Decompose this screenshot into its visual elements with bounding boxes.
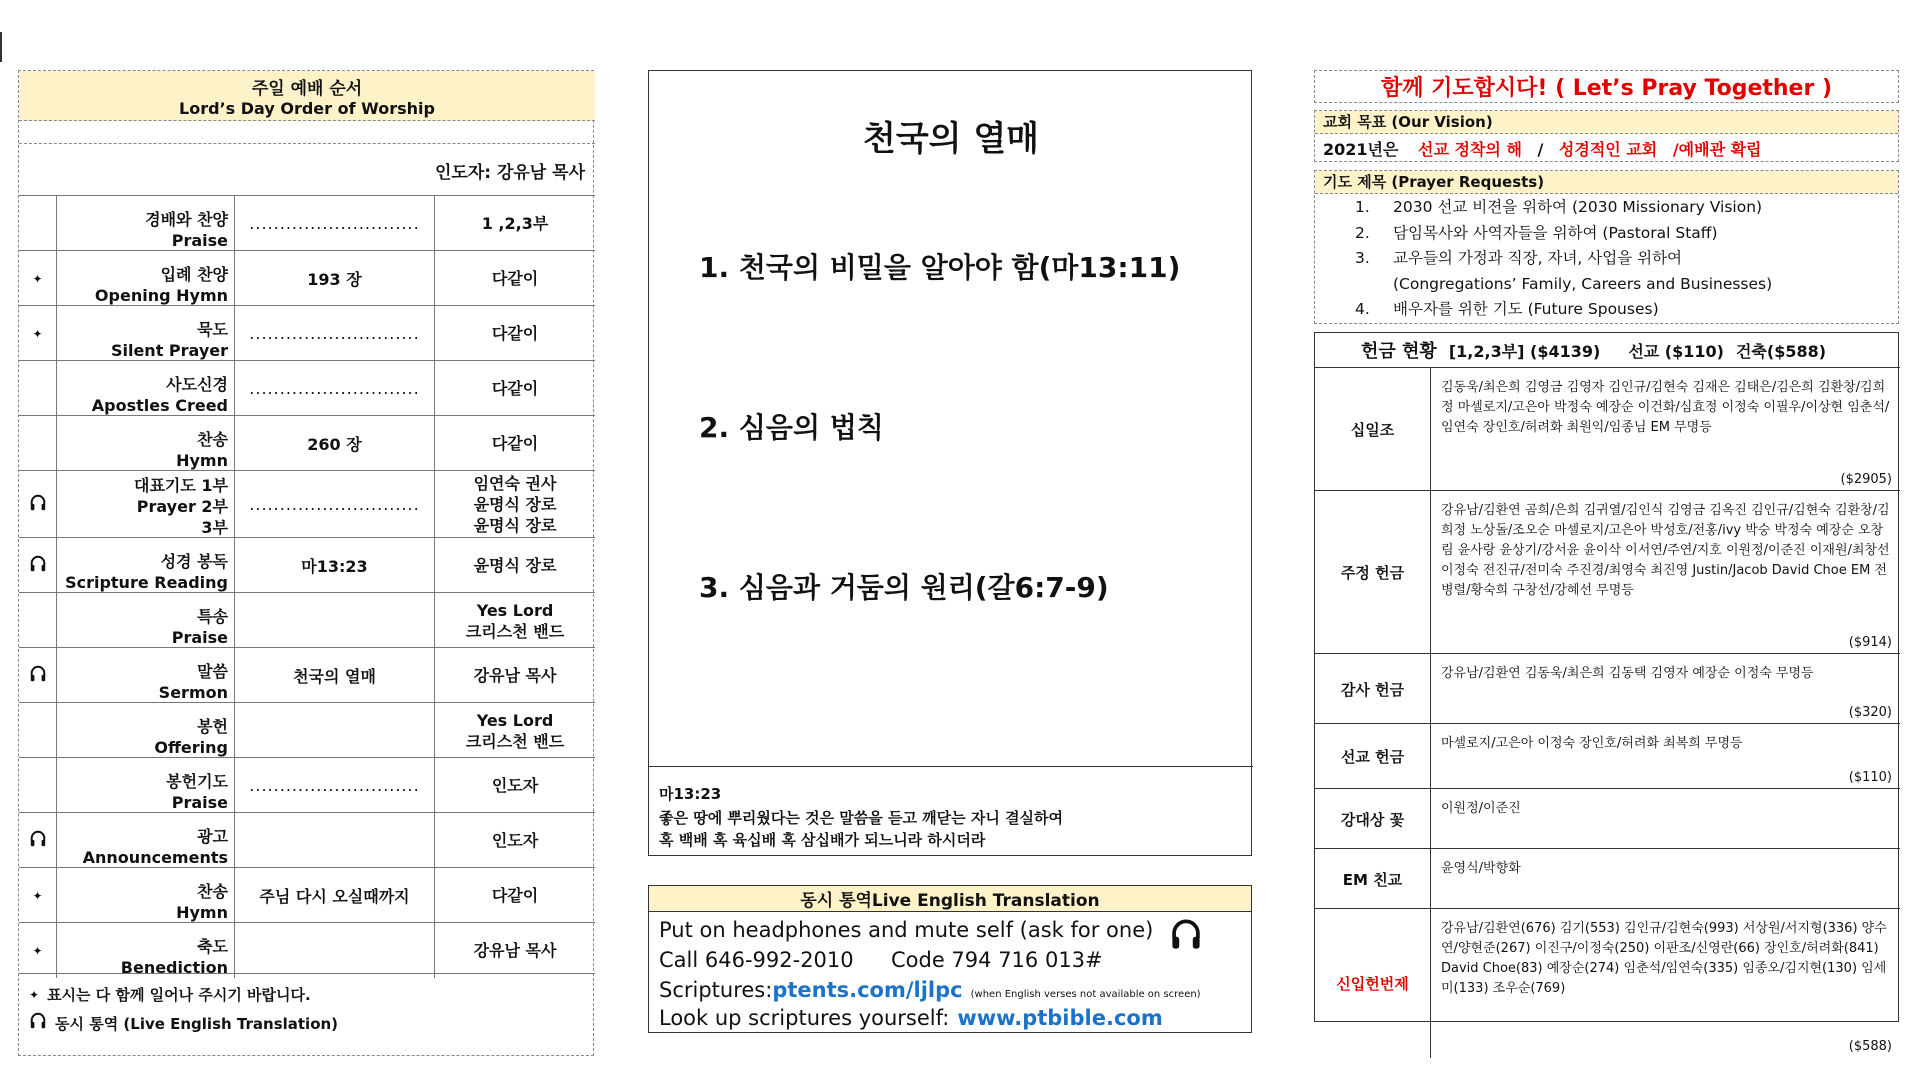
sermon-point-2: 2. 심음의 법칙 [699,411,884,444]
order-item-en: Sermon [158,683,228,702]
order-leader-1: 다같이 [491,269,539,288]
prayer-label-text: 기도 제목 (Prayer Requests) [1323,173,1545,191]
order-leader-1: 다같이 [491,886,539,905]
order-item-name [57,361,235,416]
order-leader-1: 1 ,2,3부 [481,214,549,233]
offering-header [1315,333,1900,367]
order-item-en: Praise [171,628,228,647]
order-item-ko: 말씀 [197,662,228,681]
sermon-point-1: 1. 천국의 비밀을 알아야 함(마13:11) [699,251,1181,284]
offering-names: 강유남/김환연(676) 김기(553) 김인규/김현숙(993) 서상원/서지형(336) 양수연/양현준(267) 이진구/이정숙(250) 이판조/신영란(66) 장인호/허려화(841) David Choe(83) 예장순(274) 임춘석/임연숙(335) 임종오/김지현(130) 임세미(133) 조우순(769) [1441,921,1887,996]
prayer-item [1355,246,1895,272]
order-icon-cell [19,923,57,978]
order-item-en: Scripture Reading [65,573,228,592]
order-detail-text: ............................ [249,776,420,795]
offering-label: 십일조 [1315,368,1431,491]
order-icon-cell [19,416,57,471]
sermon-point-3: 3. 심음과 거둠의 원리(갈6:7-9) [699,571,1109,604]
order-row [19,195,595,251]
verse-box [649,766,1253,858]
order-leader-1: 임연숙 권사 [473,474,557,493]
headphone-icon [29,830,47,852]
order-detail-text: 주님 다시 오실때까지 [259,887,410,906]
prayer-item [1355,272,1895,298]
prayer-label [1315,171,1898,194]
offering-label: EM 친교 [1315,849,1431,909]
offering-label: 강대상 꽃 [1315,789,1431,849]
prayer-item [1355,195,1895,221]
offering-amount: ($914) [1848,635,1892,650]
order-item-ko: 특송 [197,607,228,626]
order-detail-text: 천국의 열매 [293,667,376,686]
offering-label: 신입헌번제 [1315,909,1431,1058]
offering-title: 헌금 현황 [1361,341,1437,362]
vision-item-3: /예배관 확립 [1672,140,1762,159]
prayer-list [1355,195,1895,323]
headphone-icon [29,1012,47,1034]
order-item-detail [235,251,435,306]
order-item-ko: 성경 봉독 [160,552,228,571]
order-item-name [57,538,235,593]
order-row [19,867,595,923]
order-leader-1: 인도자 [491,776,539,795]
order-item-en: Prayer 2부 [136,497,228,516]
order-icon-cell [19,538,57,593]
order-item-en: Apostles Creed [91,396,228,415]
order-item-name [57,471,235,538]
vision-item-1: 선교 정착의 해 [1418,140,1522,159]
prayer-text: (Congregations’ Family, Careers and Businesses) [1393,274,1773,293]
order-leader-2: 크리스천 밴드 [465,621,565,641]
order-row [19,537,595,593]
offering-amount: ($2905) [1840,472,1892,487]
prayer-num: 3. [1355,249,1370,267]
vision-sep: / [1537,140,1544,159]
prayer-num: 2. [1355,223,1370,242]
order-item-ko: 봉헌 [197,717,228,736]
offering-label: 주정 헌금 [1315,491,1431,654]
order-row [19,922,595,978]
order-icon-cell [19,251,57,306]
stand-note: 표시는 다 함께 일어나 주시기 바랍니다. [47,986,311,1004]
vision-label [1315,111,1898,134]
order-item-leader [435,361,595,416]
vision-label-text: 교회 목표 (Our Vision) [1323,113,1493,131]
prayer-requests-box [1314,170,1899,324]
offering-names: 강유남/김환연 곰희/은희 김귀열/김인식 김영금 김옥진 김인규/김현숙 김환창/김희정 노상돌/조오순 마셀로지/고은아 박성호/전홍/ivy 박숭 박정숙 예장순 오창림 윤사랑 윤상기/강서윤 윤이삭 이서연/주연/지호 이원정/이준진 이재원/최창선 이정숙 전진규/전미숙 주진경/최영숙 최진영 Justin/Jacob David Choe EM 전병렬/황숙희 구창선/강혜선 무명등 [1441,503,1890,598]
verse-ref: 마13:23 [659,785,722,803]
prayer-text: 2030 선교 비젼을 위하여 (2030 Missionary Vision) [1393,198,1763,216]
call-number: Call 646-992-2010 [659,948,854,972]
edge-mark [0,32,2,62]
order-icon-cell [19,196,57,251]
order-row [19,647,595,703]
order-item-name [57,196,235,251]
verse-line-2: 혹 백배 혹 육십배 혹 삼십배가 되느니라 하시더라 [659,831,986,849]
order-detail-text: ............................ [249,495,420,514]
translation-title: 동시 통역Live English Translation [800,891,1100,911]
order-notes [19,973,595,1057]
translation-note: 동시 통역 (Live English Translation) [55,1014,339,1033]
order-icon-cell [19,361,57,416]
headphone-icon [29,555,47,577]
order-leader-1: 다같이 [491,379,539,398]
order-item-detail [235,758,435,813]
order-icon-cell [19,868,57,923]
order-leader-1: 강유남 목사 [473,941,557,960]
prayer-text: 배우자를 위한 기도 (Future Spouses) [1393,300,1659,318]
worship-order-title-en: Lord’s Day Order of Worship [179,98,435,118]
offering-amount: ($320) [1848,705,1892,720]
offering-amount: ($110) [1848,770,1892,785]
translation-header [649,886,1251,912]
order-detail-text: 260 장 [307,435,362,454]
offering-row [1315,788,1900,849]
offering-row [1315,367,1900,491]
order-icon-cell [19,703,57,758]
order-item-ko: 찬송 [197,882,228,901]
order-item-leader [435,813,595,868]
vision-box [1314,110,1899,162]
order-icon-cell [19,471,57,538]
order-icon-cell [19,593,57,648]
order-item-name [57,648,235,703]
order-item-en: Opening Hymn [94,286,228,305]
order-item-detail [235,593,435,648]
offering-building: 건축($588) [1735,341,1827,361]
order-item-en: Offering [154,738,228,757]
prayer-num: 4. [1355,300,1370,318]
order-item-en: Hymn [176,903,228,922]
order-item-detail [235,196,435,251]
offering-names: 강유남/김환연 김동욱/최은희 김동택 김영자 예장순 이정숙 무명등 [1441,666,1814,681]
meeting-code: Code 794 716 013# [891,948,1103,972]
translation-line-1: Put on headphones and mute self (ask for one) [659,918,1154,942]
headphone-icon [29,665,47,687]
order-item-leader [435,306,595,361]
order-item-en: Hymn [176,451,228,470]
order-item-leader [435,868,595,923]
order-item-ko: 대표기도 1부 [134,476,228,495]
lookup-link[interactable]: www.ptbible.com [957,1006,1163,1030]
order-item-detail [235,416,435,471]
order-item-en: Praise [171,793,228,812]
prayer-text: 교우들의 가정과 직장, 자녀, 사업을 위하여 [1393,249,1683,267]
order-item-name [57,758,235,813]
offering-row [1315,653,1900,724]
headphone-icon [29,494,47,516]
order-item-ko: 입례 찬양 [160,265,228,284]
order-item-detail [235,923,435,978]
order-row [19,702,595,758]
order-item-detail [235,306,435,361]
order-item-detail [235,703,435,758]
offering-names: 윤영식/박향화 [1441,861,1521,876]
order-leader-1: Yes Lord [476,710,554,730]
order-icon-cell [19,648,57,703]
order-item-ko: 봉헌기도 [166,772,228,791]
order-item-name [57,923,235,978]
order-item-en: Praise [171,231,228,250]
worship-order-header [19,71,595,121]
order-detail-text: 193 장 [307,270,362,289]
order-item-leader [435,703,595,758]
order-item-detail [235,471,435,538]
scriptures-link[interactable]: ptents.com/ljlpc [772,978,963,1002]
offering-row [1315,490,1900,654]
order-item-name [57,868,235,923]
order-item-leader [435,251,595,306]
scriptures-note: (when English verses not available on screen) [970,989,1201,1000]
leader-line [19,143,595,195]
sermon-panel [648,70,1252,856]
leader-text: 인도자: 강유남 목사 [434,163,585,183]
offering-amount: ($588) [1848,1039,1892,1054]
order-leader-1: Yes Lord [476,600,554,620]
order-leader-1: 인도자 [491,831,539,850]
order-item-leader [435,416,595,471]
translation-panel [648,885,1252,1033]
order-item-ko: 찬송 [197,430,228,449]
order-leader-1: 윤명식 장로 [473,556,557,575]
order-item-detail [235,648,435,703]
vision-year: 2021년은 [1323,140,1399,159]
offering-names: 김동욱/최은희 김영금 김영자 김인규/김현숙 김재은 김태은/김은희 김환창/김희정 마셀로지/고은아 박정숙 예장순 이건화/심효정 이정숙 이필우/이상현 임춘석/임연숙 장인호/허려화 최원익/임종님 EM 무명등 [1441,380,1890,435]
order-row [19,812,595,868]
order-row [19,250,595,306]
order-item-leader [435,923,595,978]
order-icon-cell [19,758,57,813]
offering-row [1315,723,1900,789]
offering-panel [1314,332,1899,1054]
order-item-en: Announcements [82,848,228,867]
pray-together-box [1314,70,1899,103]
order-item-detail [235,361,435,416]
order-item-en: Silent Prayer [110,341,228,360]
order-leader-2: 크리스천 밴드 [465,731,565,751]
order-detail-text: ............................ [249,214,420,233]
order-leader-1: 강유남 목사 [473,666,557,685]
order-row [19,305,595,361]
order-item-ko: 경배와 찬양 [145,210,228,229]
order-item-ko: 축도 [197,937,228,956]
order-item-leader [435,758,595,813]
offering-total: [1,2,3부] ($4139) [1448,341,1601,361]
offering-label: 선교 헌금 [1315,724,1431,789]
order-item-3: 3부 [201,518,228,537]
order-item-leader [435,196,595,251]
order-item-leader [435,593,595,648]
order-item-leader [435,471,595,538]
worship-order-panel [18,70,594,1056]
headphone-icon [1169,918,1203,956]
stand-icon: ✦ [32,271,43,286]
order-leader-2: 윤명식 장로 [473,495,557,514]
order-leader-1: 다같이 [491,324,539,343]
order-row [19,415,595,471]
order-item-name [57,703,235,758]
order-row [19,470,595,538]
stand-icon: ✦ [32,943,43,958]
order-item-ko: 사도신경 [166,375,228,394]
order-detail-text: ............................ [249,379,420,398]
prayer-num: 1. [1355,198,1370,216]
order-item-name [57,593,235,648]
stand-icon: ✦ [32,326,43,341]
order-item-en: Benediction [120,958,228,977]
order-icon-cell [19,813,57,868]
order-leader-1: 다같이 [491,434,539,453]
order-item-detail [235,813,435,868]
order-item-ko: 광고 [197,827,228,846]
prayer-num [1355,272,1393,298]
order-item-detail [235,538,435,593]
offering-names: 이원정/이준진 [1441,801,1521,816]
lookup-label: Look up scriptures yourself: [659,1006,950,1030]
order-item-name [57,251,235,306]
prayer-text: 담임목사와 사역자들을 위하여 (Pastoral Staff) [1393,223,1718,242]
stand-icon: ✦ [29,987,40,1002]
pray-together-title: 함께 기도합시다! ( Let’s Pray Together ) [1380,76,1833,101]
order-item-leader [435,538,595,593]
order-icon-cell [19,306,57,361]
order-row [19,592,595,648]
offering-row [1315,908,1900,1058]
offering-label: 감사 헌금 [1315,654,1431,724]
order-item-ko: 묵도 [197,320,228,339]
prayer-item [1355,297,1895,323]
sermon-title: 천국의 열매 [862,119,1040,159]
order-detail-text: ............................ [249,324,420,343]
order-item-detail [235,868,435,923]
offering-row [1315,848,1900,909]
scriptures-label: Scriptures: [659,978,773,1002]
order-leader-3: 윤명식 장로 [473,516,557,535]
order-item-name [57,813,235,868]
order-item-name [57,416,235,471]
order-row [19,360,595,416]
offering-names: 마셀로지/고은아 이정숙 장인호/허려화 최복희 무명등 [1441,736,1743,751]
verse-line-1: 좋은 땅에 뿌리웠다는 것은 말씀을 듣고 깨닫는 자니 결실하여 [659,809,1064,827]
order-item-leader [435,648,595,703]
worship-order-title-ko: 주일 예배 순서 [251,78,363,99]
stand-icon: ✦ [32,888,43,903]
order-detail-text: 마13:23 [301,557,368,576]
offering-mission: 선교 ($110) [1628,341,1724,361]
prayer-item [1355,221,1895,247]
order-row [19,757,595,813]
order-item-name [57,306,235,361]
vision-item-2: 성경적인 교회 [1558,140,1658,159]
